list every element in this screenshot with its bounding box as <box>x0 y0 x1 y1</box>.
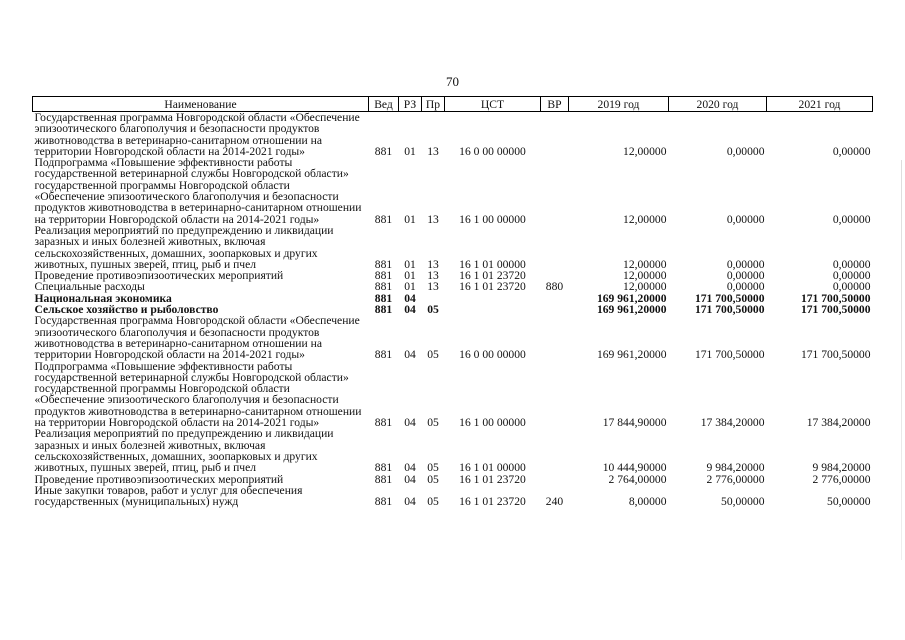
row-cst <box>445 293 541 304</box>
row-ved: 881 <box>374 461 393 475</box>
row-pr: 05 <box>427 472 439 486</box>
row-amount-2021: 0,00000 <box>832 212 871 226</box>
row-cst: 16 1 00 00000 <box>459 212 526 226</box>
row-rz: 04 <box>404 416 416 430</box>
row-amount-2021: 9 984,20000 <box>812 461 871 475</box>
col-header-name: Наименование <box>33 97 369 112</box>
row-vr <box>541 112 569 158</box>
row-amount-2020: 171 700,50000 <box>694 303 765 317</box>
row-amount-2021: 17 384,20000 <box>806 416 871 430</box>
row-amount-2020: 50,00000 <box>721 495 765 509</box>
row-amount-2020: 2 776,00000 <box>706 472 765 486</box>
row-pr: 05 <box>427 348 439 362</box>
row-amount-2019: 8,00000 <box>628 495 667 509</box>
row-vr: 880 <box>545 280 564 294</box>
row-pr: 13 <box>427 269 439 283</box>
row-name: Проведение противоэпизоотических мероприятий <box>34 269 284 283</box>
row-rz: 01 <box>404 257 416 271</box>
row-vr <box>541 428 569 473</box>
row-cst: 16 1 01 23720 <box>459 269 526 283</box>
row-vr <box>541 293 569 304</box>
row-ved: 881 <box>374 416 393 430</box>
col-header-cst: ЦСТ <box>445 97 541 112</box>
table-row <box>33 157 873 225</box>
row-ved: 881 <box>374 495 393 509</box>
row-amount-2019: 169 961,20000 <box>596 303 667 317</box>
row-rz: 01 <box>404 212 416 226</box>
table-row <box>33 315 873 360</box>
row-amount-2019: 12,00000 <box>623 212 667 226</box>
col-header-rz: РЗ <box>399 97 422 112</box>
row-name: Иные закупки товаров, работ и услуг для обеспечения государственных (муниципальных) нужд <box>34 483 303 509</box>
row-vr <box>541 474 569 485</box>
row-pr: 13 <box>427 257 439 271</box>
row-rz: 04 <box>404 348 416 362</box>
row-ved: 881 <box>374 269 393 283</box>
row-ved: 881 <box>374 348 393 362</box>
header-row <box>33 97 873 112</box>
row-rz: 01 <box>404 269 416 283</box>
row-name: Национальная экономика <box>34 291 172 305</box>
row-amount-2021: 0,00000 <box>832 257 871 271</box>
row-amount-2020: 17 384,20000 <box>700 416 765 430</box>
row-rz: 04 <box>404 495 416 509</box>
row-amount-2021: 0,00000 <box>832 144 871 158</box>
page-number: 70 <box>446 74 459 89</box>
row-amount-2021: 171 700,50000 <box>800 348 871 362</box>
row-amount-2021: 50,00000 <box>827 495 871 509</box>
row-amount-2020: 0,00000 <box>726 257 765 271</box>
table-row <box>33 112 873 158</box>
row-cst: 16 1 01 23720 <box>459 495 526 509</box>
row-ved: 881 <box>374 291 393 305</box>
row-ved: 881 <box>374 472 393 486</box>
row-cst: 16 1 00 00000 <box>459 416 526 430</box>
col-header-2021: 2021 год <box>767 97 873 112</box>
table-header <box>33 97 873 112</box>
budget-table <box>32 96 873 507</box>
row-vr <box>541 315 569 360</box>
row-amount-2019: 169 961,20000 <box>596 348 667 362</box>
row-cst: 16 1 01 23720 <box>459 472 526 486</box>
row-amount-2021: 171 700,50000 <box>800 291 871 305</box>
row-pr: 13 <box>427 280 439 294</box>
row-vr <box>541 225 569 270</box>
row-pr: 05 <box>427 461 439 475</box>
row-cst: 16 0 00 00000 <box>459 348 526 362</box>
row-name: Сельское хозяйство и рыболовство <box>34 303 219 317</box>
row-vr: 240 <box>545 495 564 509</box>
col-header-vr: ВР <box>541 97 569 112</box>
row-vr <box>541 361 569 429</box>
row-rz: 04 <box>404 472 416 486</box>
row-cst: 16 1 01 00000 <box>459 461 526 475</box>
table-row <box>33 225 873 270</box>
scan-edge <box>901 160 902 560</box>
table-body <box>33 112 873 508</box>
row-rz: 01 <box>404 280 416 294</box>
row-name: Проведение противоэпизоотических мероприятий <box>34 472 284 486</box>
row-name: Специальные расходы <box>34 280 145 294</box>
row-cst: 16 1 01 00000 <box>459 257 526 271</box>
row-amount-2019: 17 844,90000 <box>602 416 667 430</box>
row-amount-2019: 169 961,20000 <box>596 291 667 305</box>
row-amount-2021: 171 700,50000 <box>800 303 871 317</box>
row-amount-2019: 12,00000 <box>623 269 667 283</box>
row-pr: 05 <box>427 416 439 430</box>
row-name: Подпрограмма «Повышение эффективности работы государственной ветеринарной службы Новгородской области» государственной программы Новгородской области «Обеспечение эпизоотического благополучия и безопасности продуктов животноводства в ветеринарно-санитарном отношении на территории Новгородской области на 2014-2021 годы» <box>34 359 362 430</box>
row-amount-2019: 12,00000 <box>623 280 667 294</box>
row-amount-2020: 0,00000 <box>726 144 765 158</box>
row-vr <box>541 157 569 225</box>
row-name: Государственная программа Новгородской области «Обеспечение эпизоотического благополучия и безопасности продуктов животноводства в ветеринарно-санитарном отношении на территории Новгородской области на 2014-2021 годы» <box>34 111 360 158</box>
row-amount-2020: 0,00000 <box>726 280 765 294</box>
table-row <box>33 485 873 508</box>
row-amount-2019: 12,00000 <box>623 144 667 158</box>
col-header-ved: Вед <box>369 97 399 112</box>
row-cst: 16 1 01 23720 <box>459 280 526 294</box>
row-amount-2019: 10 444,90000 <box>602 461 667 475</box>
row-amount-2020: 171 700,50000 <box>694 348 765 362</box>
row-name: Подпрограмма «Повышение эффективности работы государственной ветеринарной службы Новгородской области» государственной программы Новгородской области «Обеспечение эпизоотического благополучия и безопасности продуктов животноводства в ветеринарно-санитарном отношении на территории Новгородской области на 2014-2021 годы» <box>34 156 362 226</box>
row-pr: 05 <box>427 303 439 317</box>
row-amount-2020: 0,00000 <box>726 269 765 283</box>
table-row <box>33 361 873 429</box>
row-cst <box>445 304 541 315</box>
row-ved: 881 <box>374 144 393 158</box>
row-amount-2021: 2 776,00000 <box>812 472 871 486</box>
row-amount-2019: 12,00000 <box>623 257 667 271</box>
row-rz: 04 <box>404 461 416 475</box>
row-ved: 881 <box>374 303 393 317</box>
row-amount-2020: 9 984,20000 <box>706 461 765 475</box>
row-pr: 13 <box>427 144 439 158</box>
row-amount-2020: 171 700,50000 <box>694 291 765 305</box>
row-amount-2021: 0,00000 <box>832 280 871 294</box>
col-header-2020: 2020 год <box>669 97 767 112</box>
row-rz: 01 <box>404 144 416 158</box>
row-name: Реализация мероприятий по предупреждению и ликвидации заразных и иных болезней животных, включая сельскохозяйственных, домашних, зоопарковых и других животных, пушных зверей, птиц, рыб и пчел <box>34 427 334 475</box>
row-pr: 13 <box>427 212 439 226</box>
row-ved: 881 <box>374 280 393 294</box>
row-name: Реализация мероприятий по предупреждению и ликвидации заразных и иных болезней животных, включая сельскохозяйственных, домашних, зоопарковых и других животных, пушных зверей, птиц, рыб и пчел <box>34 223 334 271</box>
table-row <box>33 428 873 473</box>
row-amount-2021: 0,00000 <box>832 269 871 283</box>
row-rz: 04 <box>404 291 416 305</box>
col-header-pr: Пр <box>422 97 445 112</box>
row-cst: 16 0 00 00000 <box>459 144 526 158</box>
row-ved: 881 <box>374 212 393 226</box>
row-vr <box>541 304 569 315</box>
row-amount-2019: 2 764,00000 <box>608 472 667 486</box>
row-name: Государственная программа Новгородской области «Обеспечение эпизоотического благополучия и безопасности продуктов животноводства в ветеринарно-санитарном отношении на территории Новгородской области на 2014-2021 годы» <box>34 314 360 362</box>
row-ved: 881 <box>374 257 393 271</box>
row-rz: 04 <box>404 303 416 317</box>
row-pr: 05 <box>427 495 439 509</box>
col-header-2019: 2019 год <box>569 97 669 112</box>
row-amount-2020: 0,00000 <box>726 212 765 226</box>
